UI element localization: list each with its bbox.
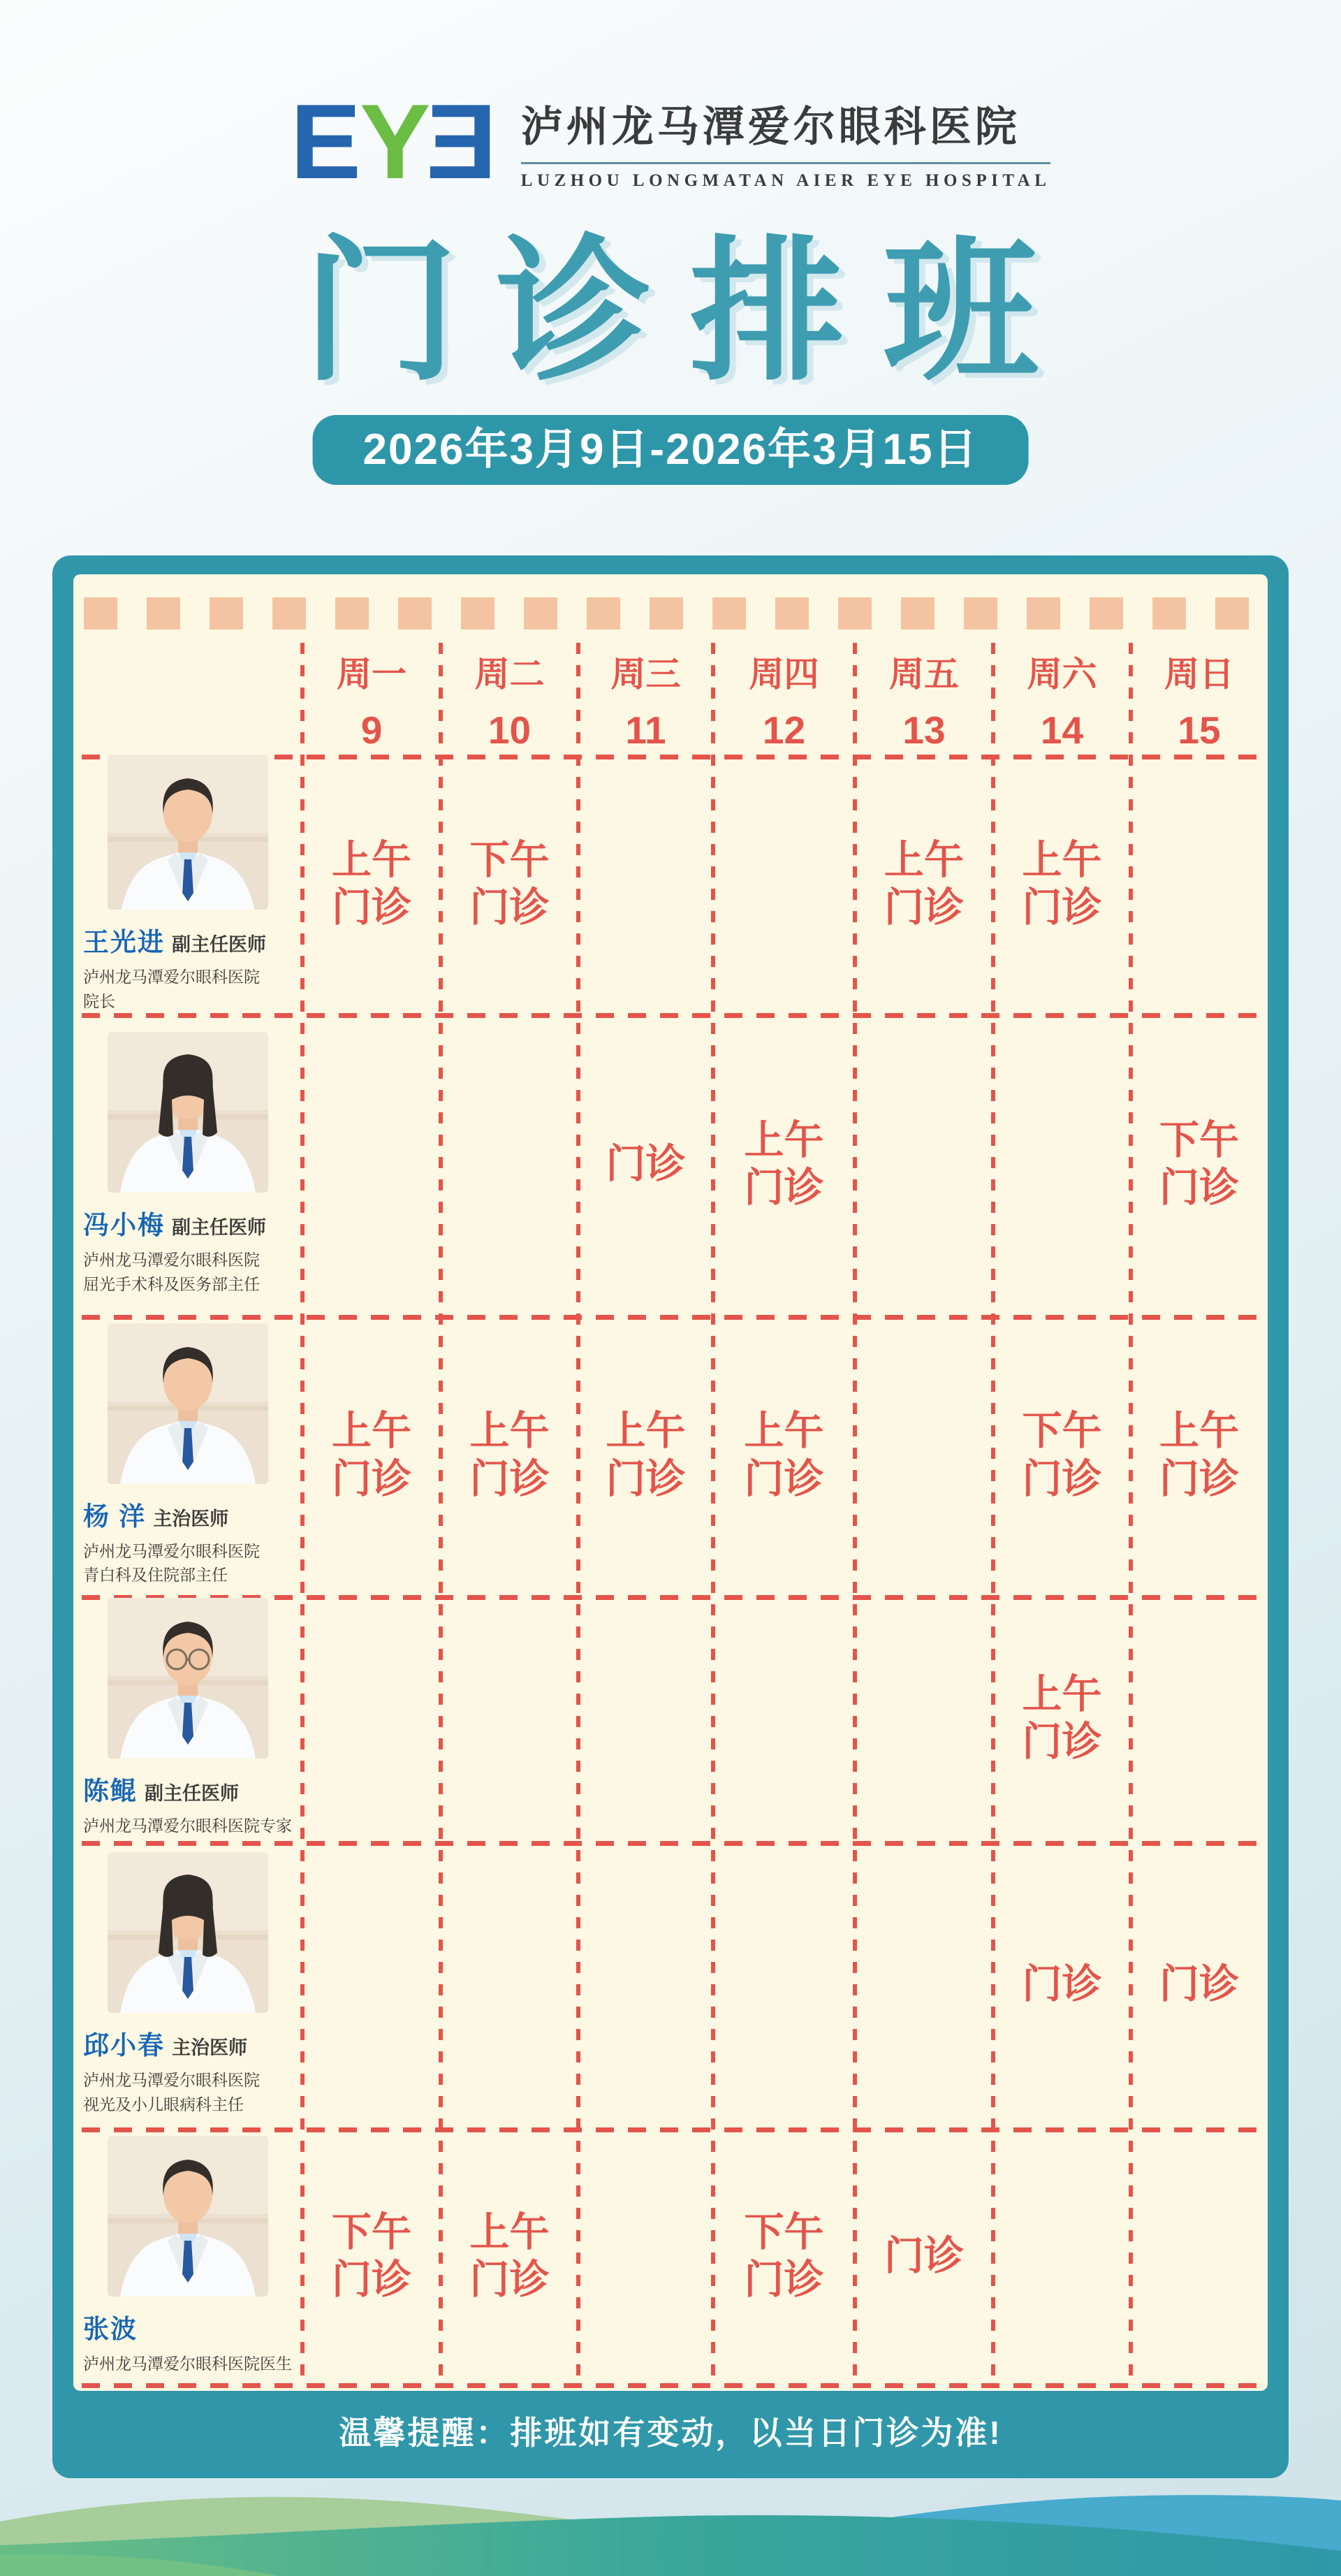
schedule-cell	[993, 1841, 1131, 2127]
date-label: 9	[360, 708, 383, 752]
schedule-line: 门诊	[744, 2257, 824, 2302]
schedule-cell	[441, 1013, 578, 1315]
schedule-line: 门诊	[332, 1456, 411, 1501]
footer-waves-decoration	[0, 2478, 1341, 2576]
schedule-line: 上午	[332, 837, 411, 882]
schedule-cell	[578, 1841, 713, 2127]
schedule-cell	[855, 755, 993, 1013]
doctor-photo	[108, 1598, 268, 1759]
date-label: 11	[625, 708, 666, 752]
doctor-desc-line: 青白科及住院部主任	[83, 1566, 228, 1584]
schedule-cell	[855, 1013, 993, 1315]
schedule-cell	[302, 2127, 441, 2385]
doctor-info	[73, 2127, 302, 2385]
day-header-wed	[578, 646, 713, 752]
schedule-line: 门诊	[744, 1165, 824, 1210]
day-header-sat	[993, 646, 1131, 752]
week-label: 周二	[474, 655, 545, 694]
schedule-cell	[441, 1841, 578, 2127]
schedule-cell	[1131, 1315, 1268, 1595]
schedule-cell	[713, 755, 855, 1013]
schedule-line: 上午	[744, 1117, 824, 1163]
schedule-line: 上午	[744, 1409, 824, 1454]
schedule-cell	[713, 1315, 855, 1595]
schedule-cell	[855, 1841, 993, 2127]
schedule-cell	[993, 1595, 1131, 1841]
doctor-desc-line: 泸州龙马潭爱尔眼科医院	[83, 1251, 260, 1269]
day-header-tue	[441, 646, 578, 752]
doctor-desc-line: 视光及小儿眼病科主任	[83, 2095, 244, 2113]
doctor-job-title: 主治医师	[153, 1508, 229, 1529]
film-strip-decoration	[84, 597, 1259, 630]
logo-letter: E	[290, 82, 359, 201]
schedule-cell	[441, 1315, 578, 1595]
schedule-cell	[855, 1595, 993, 1841]
doctor-name: 陈鲲	[83, 1777, 138, 1806]
schedule-cell	[578, 2127, 713, 2385]
schedule-line: 上午	[1022, 837, 1102, 882]
day-header-thu	[713, 646, 855, 752]
schedule-line: 下午	[469, 837, 550, 882]
doctor-photo	[108, 755, 268, 910]
schedule-cell	[993, 2127, 1131, 2385]
schedule-grid	[73, 755, 1268, 2385]
schedule-cell	[855, 2127, 993, 2385]
week-label: 周一	[337, 655, 406, 694]
schedule-cell	[713, 2127, 855, 2385]
schedule-line: 下午	[744, 2209, 824, 2255]
schedule-cell	[993, 755, 1131, 1013]
date-range-badge: 2026年3月9日-2026年3月15日	[313, 415, 1029, 485]
page-title: 门诊排班	[302, 226, 1077, 399]
schedule-line: 门诊	[1159, 1961, 1239, 2007]
schedule-line: 下午	[1022, 1409, 1102, 1454]
day-header-sun	[1131, 646, 1268, 752]
doctor-desc	[83, 1814, 293, 1838]
doctor-name: 王光进	[83, 928, 165, 956]
schedule-line: 门诊	[1022, 1961, 1102, 2007]
schedule-table	[73, 574, 1268, 2391]
schedule-line: 上午	[332, 1409, 411, 1454]
doctor-job-title: 主治医师	[172, 2037, 247, 2058]
schedule-cell	[578, 1013, 713, 1315]
week-label: 周四	[749, 655, 819, 694]
doctor-photo	[108, 1852, 268, 2013]
schedule-cell	[1131, 1013, 1268, 1315]
week-label: 周日	[1164, 655, 1234, 694]
schedule-cell	[578, 1315, 713, 1595]
schedule-line: 门诊	[884, 885, 964, 930]
schedule-line: 门诊	[332, 2257, 411, 2302]
schedule-line: 门诊	[606, 1141, 686, 1186]
date-label: 15	[1178, 708, 1221, 752]
schedule-line: 下午	[1159, 1117, 1239, 1163]
schedule-line: 门诊	[1159, 1165, 1239, 1210]
logo-letter: E	[429, 82, 497, 201]
schedule-cell	[302, 1595, 441, 1841]
schedule-line: 门诊	[1159, 1456, 1239, 1501]
schedule-line: 下午	[332, 2209, 411, 2255]
schedule-cell	[1131, 1595, 1268, 1841]
schedule-line: 门诊	[469, 885, 550, 930]
date-label: 10	[488, 708, 532, 752]
doctor-job-title: 副主任医师	[172, 1217, 266, 1238]
schedule-line: 门诊	[884, 2233, 964, 2278]
date-label: 12	[762, 708, 806, 752]
schedule-cell	[713, 1595, 855, 1841]
schedule-line: 门诊	[332, 885, 411, 930]
doctor-info	[73, 1315, 302, 1595]
schedule-line: 上午	[884, 837, 964, 882]
doctor-name: 邱小春	[83, 2031, 165, 2060]
eye-logo-mark	[291, 82, 497, 201]
schedule-cell	[578, 755, 713, 1013]
doctor-name: 杨 洋	[83, 1501, 147, 1531]
doctor-photo	[108, 1323, 268, 1484]
doctor-desc-line: 泸州龙马潭爱尔眼科医院	[83, 1541, 260, 1560]
doctor-desc-line: 泸州龙马潭爱尔眼科医院	[83, 968, 260, 986]
doctor-name: 冯小梅	[83, 1211, 165, 1239]
schedule-cell	[1131, 1841, 1268, 2127]
doctor-info	[73, 1595, 302, 1841]
schedule-cell	[302, 1013, 441, 1315]
doctor-info	[73, 1013, 302, 1315]
doctor-photo	[108, 2136, 268, 2297]
doctor-desc	[83, 2352, 293, 2376]
hospital-name-block	[521, 94, 1051, 191]
schedule-cell	[713, 1841, 855, 2127]
doctor-desc	[83, 2068, 293, 2116]
date-label: 14	[1040, 708, 1084, 752]
doctor-job-title: 副主任医师	[145, 1783, 239, 1805]
schedule-line: 上午	[469, 2209, 550, 2255]
schedule-cell	[441, 1595, 578, 1841]
schedule-line: 门诊	[1022, 1719, 1102, 1764]
doctor-desc-line: 屈光手术科及医务部主任	[83, 1274, 260, 1293]
day-header-mon	[302, 646, 441, 752]
schedule-line: 上午	[606, 1409, 686, 1454]
doctor-desc	[83, 1248, 293, 1296]
week-label: 周五	[889, 655, 959, 694]
doctor-info	[73, 1841, 302, 2127]
schedule-cell	[302, 755, 441, 1013]
logo-divider	[521, 162, 1051, 164]
schedule-cell	[302, 1315, 441, 1595]
doctor-desc	[83, 1539, 293, 1587]
schedule-line: 上午	[1022, 1671, 1102, 1717]
schedule-cell	[1131, 755, 1268, 1013]
doctor-desc-line: 泸州龙马潭爱尔眼科医院专家	[83, 1817, 292, 1835]
schedule-line: 门诊	[469, 1456, 550, 1501]
schedule-cell	[302, 1841, 441, 2127]
schedule-line: 门诊	[744, 1456, 824, 1501]
doctor-name: 张波	[83, 2315, 138, 2344]
doctor-desc	[83, 965, 293, 1013]
schedule-cell	[578, 1595, 713, 1841]
schedule-cell	[441, 2127, 578, 2385]
schedule-line: 门诊	[469, 2257, 550, 2302]
hospital-logo	[0, 82, 1341, 201]
hospital-name-en: LUZHOU LONGMATAN AIER EYE HOSPITAL	[520, 170, 1051, 190]
schedule-cell	[993, 1315, 1131, 1595]
doctor-job-title: 副主任医师	[172, 934, 266, 955]
logo-letter: Y	[360, 82, 428, 201]
week-label: 周三	[610, 655, 681, 694]
schedule-cell	[713, 1013, 855, 1315]
doctor-photo	[108, 1032, 268, 1193]
schedule-cell	[855, 1315, 993, 1595]
schedule-line: 门诊	[606, 1456, 686, 1501]
doctor-info	[73, 755, 302, 1013]
schedule-cell	[993, 1013, 1131, 1315]
schedule-cell	[1131, 2127, 1268, 2385]
schedule-line: 上午	[1159, 1409, 1239, 1454]
hospital-name-zh: 泸州龙马潭爱尔眼科医院	[520, 103, 1020, 150]
doctor-desc-line: 泸州龙马潭爱尔眼科医院医生	[83, 2355, 292, 2373]
doctor-desc-line: 院长	[83, 991, 115, 1010]
schedule-line: 门诊	[1022, 885, 1102, 930]
day-header-fri	[855, 646, 993, 752]
schedule-line: 上午	[469, 1409, 550, 1454]
schedule-line: 门诊	[1022, 1456, 1102, 1501]
week-label: 周六	[1027, 655, 1097, 694]
doctor-desc-line: 泸州龙马潭爱尔眼科医院	[83, 2071, 260, 2089]
schedule-card	[52, 555, 1289, 2478]
schedule-cell	[441, 755, 578, 1013]
notice-banner: 温馨提醒：排班如有变动，以当日门诊为准!	[339, 2415, 1002, 2451]
date-label: 13	[902, 708, 946, 752]
